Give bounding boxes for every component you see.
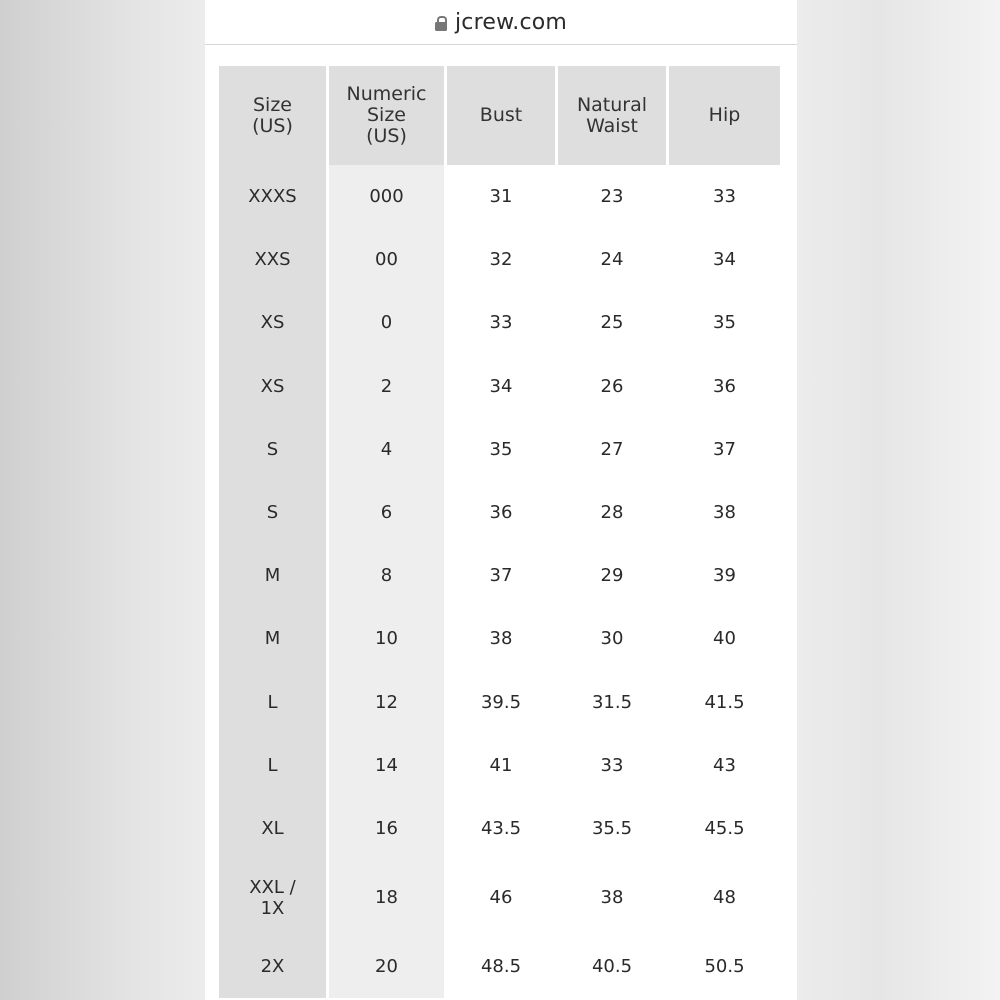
cell-natural-waist: 29 [558,544,669,607]
cell-size-us: S [219,481,329,544]
cell-size-us: L [219,734,329,797]
cell-hip: 34 [669,228,780,291]
table-row [219,355,780,418]
cell-hip: 36 [669,355,780,418]
header-natural-waist: Natural Waist [558,66,669,165]
cell-size-us: M [219,544,329,607]
cell-hip: 45.5 [669,797,780,860]
cell-size-us: XXS [219,228,329,291]
cell-natural-waist: 25 [558,291,669,354]
cell-numeric-size: 4 [329,418,447,481]
cell-natural-waist: 23 [558,165,669,228]
header-hip: Hip [669,66,780,165]
table-row [219,607,780,670]
cell-size-us: XXXS [219,165,329,228]
cell-hip: 37 [669,418,780,481]
cell-bust: 36 [447,481,558,544]
cell-bust: 34 [447,355,558,418]
cell-size-us: XL [219,797,329,860]
address-bar-domain[interactable]: jcrew.com [454,9,568,35]
cell-numeric-size: 8 [329,544,447,607]
table-row [219,734,780,797]
cell-size-us: S [219,418,329,481]
table-row [219,860,780,935]
table-row [219,671,780,734]
cell-bust: 43.5 [447,797,558,860]
header-numeric-size-us: Numeric Size (US) [329,66,447,165]
cell-numeric-size: 0 [329,291,447,354]
cell-hip: 43 [669,734,780,797]
cell-numeric-size: 6 [329,481,447,544]
cell-numeric-size: 000 [329,165,447,228]
lock-icon [435,16,447,30]
phone-screen [205,0,797,1000]
cell-hip: 40 [669,607,780,670]
cell-size-us: XS [219,291,329,354]
cell-natural-waist: 31.5 [558,671,669,734]
cell-bust: 37 [447,544,558,607]
cell-size-us: L [219,671,329,734]
cell-natural-waist: 24 [558,228,669,291]
table-row [219,418,780,481]
cell-numeric-size: 12 [329,671,447,734]
cell-hip: 38 [669,481,780,544]
header-bust: Bust [447,66,558,165]
cell-numeric-size: 00 [329,228,447,291]
cell-natural-waist: 26 [558,355,669,418]
cell-numeric-size: 10 [329,607,447,670]
table-row [219,228,780,291]
cell-hip: 39 [669,544,780,607]
size-chart-table [219,66,780,998]
cell-hip: 48 [669,860,780,935]
table-row [219,481,780,544]
cell-natural-waist: 33 [558,734,669,797]
address-bar[interactable] [205,0,797,45]
cell-hip: 35 [669,291,780,354]
cell-natural-waist: 27 [558,418,669,481]
table-body [219,165,780,998]
cell-natural-waist: 40.5 [558,935,669,998]
cell-numeric-size: 20 [329,935,447,998]
cell-bust: 41 [447,734,558,797]
cell-hip: 50.5 [669,935,780,998]
table-row [219,544,780,607]
cell-bust: 33 [447,291,558,354]
table-header-row [219,66,780,165]
cell-size-us: XXL / 1X [219,860,329,935]
cell-bust: 48.5 [447,935,558,998]
cell-numeric-size: 2 [329,355,447,418]
cell-bust: 32 [447,228,558,291]
cell-size-us: XS [219,355,329,418]
cell-bust: 46 [447,860,558,935]
table-row [219,797,780,860]
cell-numeric-size: 16 [329,797,447,860]
cell-natural-waist: 38 [558,860,669,935]
cell-hip: 41.5 [669,671,780,734]
cell-size-us: 2X [219,935,329,998]
table-row [219,935,780,998]
cell-bust: 38 [447,607,558,670]
cell-bust: 39.5 [447,671,558,734]
cell-bust: 31 [447,165,558,228]
cell-natural-waist: 35.5 [558,797,669,860]
table-row [219,165,780,228]
cell-numeric-size: 14 [329,734,447,797]
cell-numeric-size: 18 [329,860,447,935]
cell-size-us: M [219,607,329,670]
cell-natural-waist: 30 [558,607,669,670]
cell-natural-waist: 28 [558,481,669,544]
table-row [219,291,780,354]
cell-hip: 33 [669,165,780,228]
header-size-us: Size (US) [219,66,329,165]
cell-bust: 35 [447,418,558,481]
